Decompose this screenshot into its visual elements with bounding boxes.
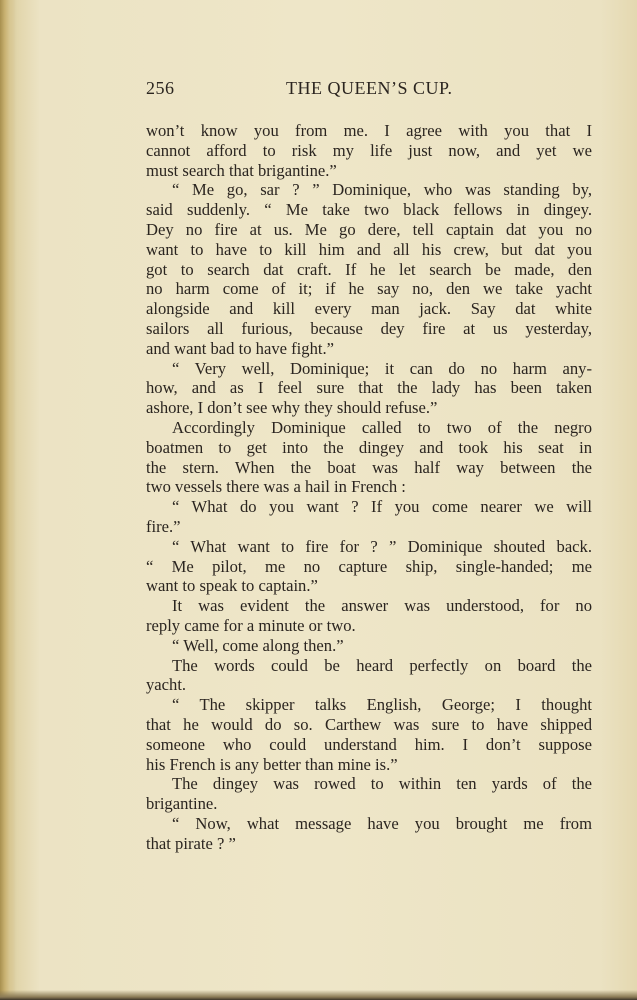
text-line: won’t know you from me. I agree with you that I xyxy=(146,121,592,140)
text-line: and want bad to have fight.” xyxy=(146,338,335,358)
text-line: reply came for a minute or two. xyxy=(146,615,356,635)
text-line: “ Me pilot, me no capture ship, single-handed; me xyxy=(146,556,592,576)
text-line: someone who could understand him. I don’t suppose xyxy=(146,734,592,754)
page-number: 256 xyxy=(146,78,175,98)
page-header xyxy=(146,78,592,102)
text-line: “ Very well, Dominique; it can do no harm any- xyxy=(172,358,592,378)
text-line: said suddenly. “ Me take two black fellows in dingey. xyxy=(146,200,592,220)
text-line: “ Well, come along then.” xyxy=(172,635,344,655)
text-line: Accordingly Dominique called to two of the negro xyxy=(172,417,592,437)
text-line: got to search dat craft. If he let search be made, den xyxy=(146,259,592,279)
text-line: “ Now, what message have you brought me from xyxy=(172,813,592,833)
text-line: ashore, I don’t see why they should refuse.” xyxy=(146,398,438,418)
running-title: THE QUEEN’S CUP. xyxy=(286,78,453,98)
text-line: want to have to kill him and all his crew, but dat you xyxy=(146,239,592,259)
text-line: cannot afford to risk my life just now, and yet we xyxy=(146,140,592,160)
text-line: the stern. When the boat was half way between the xyxy=(146,457,592,477)
page-bottom-edge xyxy=(0,990,637,1000)
text-line: want to speak to captain.” xyxy=(146,576,318,596)
text-line: “ What do you want ? If you come nearer we will xyxy=(172,497,592,517)
text-line: yacht. xyxy=(146,675,187,695)
text-line: no harm come of it; if he say no, den we take yacht xyxy=(146,279,592,299)
body-text xyxy=(146,121,592,853)
text-line: alongside and kill every man jack. Say dat white xyxy=(146,299,592,319)
text-line: sailors all furious, because dey fire at us yesterday, xyxy=(146,318,592,338)
text-line: that he would do so. Carthew was sure to have shipped xyxy=(146,714,592,734)
text-line: fire.” xyxy=(146,516,181,536)
text-line: how, and as I feel sure that the lady has been taken xyxy=(146,378,592,398)
text-line: The dingey was rowed to within ten yards of the xyxy=(172,774,592,794)
text-line: “ Me go, sar ? ” Dominique, who was standing by, xyxy=(172,180,592,200)
text-line: two vessels there was a hail in French : xyxy=(146,477,406,497)
text-line: his French is any better than mine is.” xyxy=(146,754,398,774)
text-line: brigantine. xyxy=(146,794,218,814)
text-line: boatmen to get into the dingey and took his seat in xyxy=(146,437,592,457)
text-line: “ The skipper talks English, George; I thought xyxy=(172,695,592,715)
text-line: that pirate ? ” xyxy=(146,833,236,853)
text-line: “ What want to fire for ? ” Dominique shouted back. xyxy=(172,536,592,556)
text-line: It was evident the answer was understood, for no xyxy=(172,596,592,616)
text-line: Dey no fire at us. Me go dere, tell captain dat you no xyxy=(146,219,592,239)
text-line: must search that brigantine.” xyxy=(146,160,337,180)
text-line: The words could be heard perfectly on board the xyxy=(172,655,592,675)
book-spine-shadow xyxy=(0,0,16,1000)
